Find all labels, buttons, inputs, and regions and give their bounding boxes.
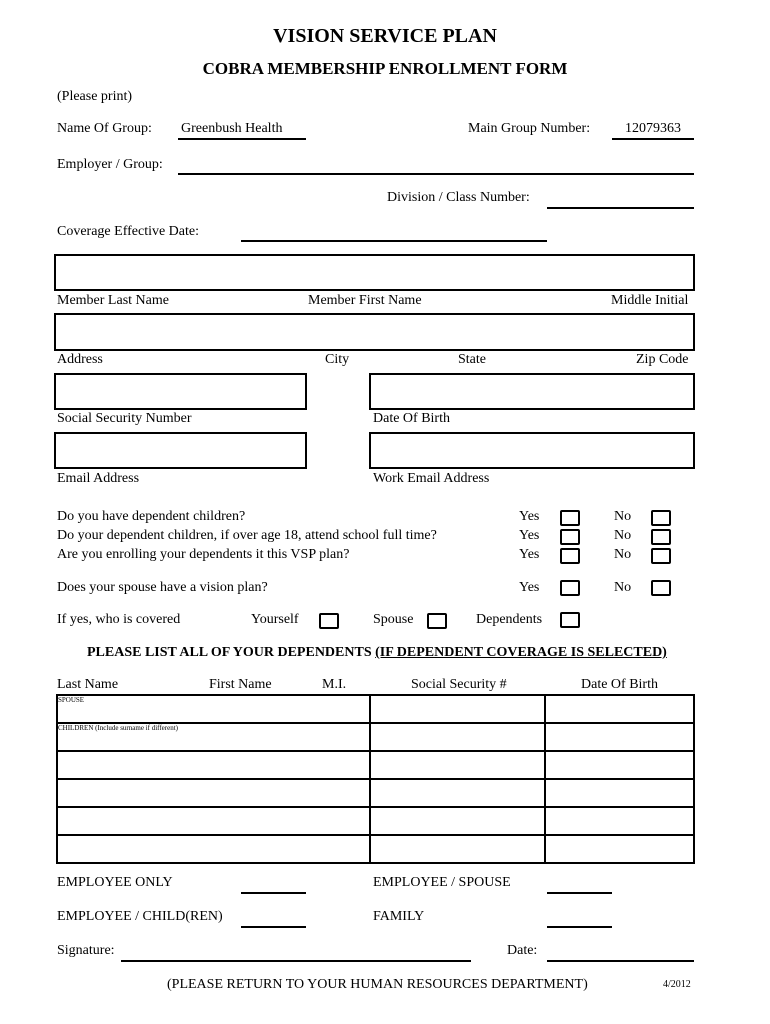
dependent-dob-cell[interactable] [545, 723, 694, 751]
dependent-name-cell[interactable] [57, 835, 370, 863]
q1-yes-checkbox[interactable] [560, 510, 580, 526]
form-version: 4/2012 [663, 979, 691, 990]
employee-only-label: EMPLOYEE ONLY [57, 875, 173, 890]
main-group-number-label: Main Group Number: [468, 121, 591, 136]
zip-label: Zip Code [636, 352, 689, 367]
date-label: Date: [507, 943, 538, 958]
q4-yes-checkbox[interactable] [560, 580, 580, 596]
dependent-ssn-cell[interactable] [370, 807, 545, 835]
q2-yes-label: Yes [519, 528, 540, 543]
question-full-time-school: Do your dependent children, if over age 18, attend school full time? [57, 528, 437, 543]
dependent-dob-cell[interactable] [545, 835, 694, 863]
q4-yes-label: Yes [519, 580, 540, 595]
group-name-line [178, 138, 306, 140]
member-last-name-label: Member Last Name [57, 293, 169, 308]
form-title: VISION SERVICE PLAN [273, 25, 497, 47]
question-dependent-children: Do you have dependent children? [57, 509, 246, 524]
table-row [57, 779, 694, 807]
city-label: City [325, 352, 350, 367]
q1-no-label: No [614, 509, 632, 524]
q3-yes-label: Yes [519, 547, 540, 562]
employee-children-field[interactable] [241, 926, 306, 928]
dependents-heading [87, 645, 667, 661]
dependent-ssn-cell[interactable] [370, 779, 545, 807]
family-field[interactable] [547, 926, 612, 928]
dependent-ssn-cell[interactable] [370, 723, 545, 751]
middle-initial-label: Middle Initial [611, 293, 689, 308]
division-field[interactable] [547, 207, 694, 209]
work-email-field[interactable] [369, 432, 695, 469]
table-row [57, 695, 694, 723]
family-label: FAMILY [373, 909, 425, 924]
question-enrolling-dependents: Are you enrolling your dependents it this VSP plan? [57, 547, 350, 562]
return-note: (PLEASE RETURN TO YOUR HUMAN RESOURCES DEPARTMENT) [167, 977, 588, 992]
dependent-dob-cell[interactable] [545, 695, 694, 723]
col-mi: M.I. [322, 677, 347, 692]
email-label: Email Address [57, 471, 140, 486]
col-dob: Date Of Birth [581, 677, 658, 692]
employee-only-field[interactable] [241, 892, 306, 894]
employee-spouse-label: EMPLOYEE / SPOUSE [373, 875, 511, 890]
col-last-name: Last Name [57, 677, 119, 692]
dependents-heading-note: (IF DEPENDENT COVERAGE IS SELECTED) [375, 645, 667, 660]
work-email-label: Work Email Address [373, 471, 490, 486]
q2-no-label: No [614, 528, 632, 543]
table-row [57, 807, 694, 835]
address-label: Address [57, 352, 103, 367]
dependent-name-cell[interactable] [57, 751, 370, 779]
q3-no-checkbox[interactable] [651, 548, 671, 564]
dependent-name-cell[interactable] [57, 807, 370, 835]
q4-no-label: No [614, 580, 632, 595]
print-instruction: (Please print) [57, 89, 133, 104]
dependents-table [56, 694, 695, 864]
dependent-dob-cell[interactable] [545, 779, 694, 807]
dependents-heading-text: PLEASE LIST ALL OF YOUR DEPENDENTS [87, 645, 372, 660]
col-first-name: First Name [209, 677, 272, 692]
dependent-name-cell[interactable] [57, 723, 370, 751]
coverage-date-label: Coverage Effective Date: [57, 224, 200, 239]
dependents-checkbox[interactable] [560, 612, 580, 628]
employee-spouse-field[interactable] [547, 892, 612, 894]
q1-yes-label: Yes [519, 509, 540, 524]
signature-label: Signature: [57, 943, 115, 958]
covered-label: If yes, who is covered [57, 612, 181, 627]
q2-no-checkbox[interactable] [651, 529, 671, 545]
signature-field[interactable] [121, 960, 471, 962]
table-row [57, 723, 694, 751]
group-name-value[interactable]: Greenbush Health [181, 121, 283, 136]
dependent-name-cell[interactable] [57, 779, 370, 807]
form-subtitle: COBRA MEMBERSHIP ENROLLMENT FORM [202, 59, 568, 78]
col-ssn: Social Security # [411, 677, 507, 692]
state-label: State [458, 352, 486, 367]
date-field[interactable] [547, 960, 694, 962]
dependent-ssn-cell[interactable] [370, 751, 545, 779]
table-row [57, 835, 694, 863]
employer-field[interactable] [178, 173, 694, 175]
dependent-dob-cell[interactable] [545, 807, 694, 835]
spouse-label: Spouse [373, 612, 414, 627]
address-field[interactable] [54, 313, 695, 351]
dependents-label: Dependents [476, 612, 543, 627]
ssn-label: Social Security Number [57, 411, 192, 426]
division-label: Division / Class Number: [387, 190, 530, 205]
main-group-number-line [612, 138, 694, 140]
employer-label: Employer / Group: [57, 157, 163, 172]
q1-no-checkbox[interactable] [651, 510, 671, 526]
dob-field[interactable] [369, 373, 695, 410]
q4-no-checkbox[interactable] [651, 580, 671, 596]
children-row-label: CHILDREN (Include surname if different) [58, 724, 178, 732]
question-spouse-vision-plan: Does your spouse have a vision plan? [57, 580, 268, 595]
coverage-date-field[interactable] [241, 240, 547, 242]
employee-children-label: EMPLOYEE / CHILD(REN) [57, 909, 223, 924]
dependent-ssn-cell[interactable] [370, 695, 545, 723]
member-first-name-label: Member First Name [308, 293, 422, 308]
dob-label: Date Of Birth [373, 411, 450, 426]
q3-no-label: No [614, 547, 632, 562]
spouse-checkbox[interactable] [427, 613, 447, 629]
dependent-name-cell[interactable] [57, 695, 370, 723]
yourself-label: Yourself [251, 612, 299, 627]
ssn-field[interactable] [54, 373, 307, 410]
dependent-ssn-cell[interactable] [370, 835, 545, 863]
email-field[interactable] [54, 432, 307, 469]
q3-yes-checkbox[interactable] [560, 548, 580, 564]
dependent-dob-cell[interactable] [545, 751, 694, 779]
main-group-number-value[interactable]: 12079363 [625, 121, 681, 136]
spouse-row-label: SPOUSE [58, 696, 85, 704]
q2-yes-checkbox[interactable] [560, 529, 580, 545]
group-name-label: Name Of Group: [57, 121, 152, 136]
member-name-field[interactable] [54, 254, 695, 291]
table-row [57, 751, 694, 779]
yourself-checkbox[interactable] [319, 613, 339, 629]
